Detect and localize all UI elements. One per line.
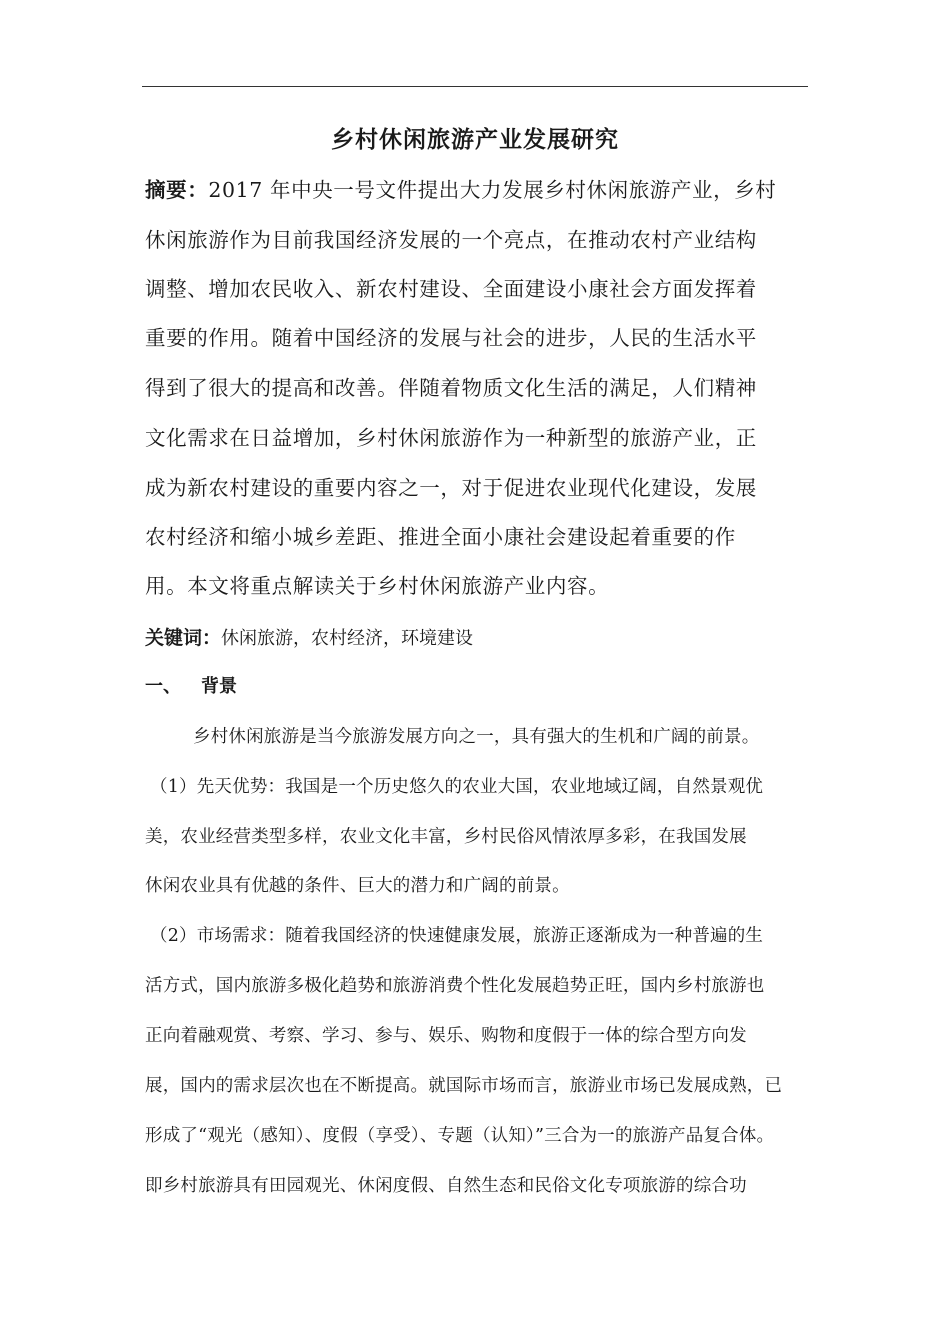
body-paragraph-line: （2）市场需求：随着我国经济的快速健康发展，旅游正逐渐成为一种普遍的生 <box>150 926 764 946</box>
body-paragraph-line: 形成了“观光（感知）、度假（享受）、专题（认知）”三合为一的旅游产品复合体。 <box>145 1126 775 1146</box>
body-paragraph-line: 休闲农业具有优越的条件、巨大的潜力和广阔的前景。 <box>145 876 570 896</box>
keywords-label: 关键词： <box>145 627 222 649</box>
body-paragraph-line: 即乡村旅游具有田园观光、休闲度假、自然生态和民俗文化专项旅游的综合功 <box>145 1176 747 1196</box>
keywords-line <box>145 621 815 656</box>
abstract-line: 调整、增加农民收入、新农村建设、全面建设小康社会方面发挥着 <box>145 277 757 301</box>
section-heading <box>145 671 815 703</box>
body-paragraph-line: 正向着融观赏、考察、学习、参与、娱乐、购物和度假于一体的综合型方向发 <box>145 1026 747 1046</box>
body-paragraph-line: 美，农业经营类型多样，农业文化丰富，乡村民俗风情浓厚多彩，在我国发展 <box>145 827 747 847</box>
abstract-line: 休闲旅游作为目前我国经济发展的一个亮点，在推动农村产业结构 <box>145 228 757 252</box>
keywords-text: 休闲旅游，农村经济，环境建设 <box>221 628 474 649</box>
abstract-text: 2017 年中央一号文件提出大力发展乡村休闲旅游产业，乡村 <box>208 178 777 202</box>
body-paragraph-line: 乡村休闲旅游是当今旅游发展方向之一，具有强大的生机和广阔的前景。 <box>193 727 760 747</box>
abstract-line: 成为新农村建设的重要内容之一，对于促进农业现代化建设，发展 <box>145 476 757 500</box>
document-title: 乡村休闲旅游产业发展研究 <box>331 127 619 153</box>
abstract-line: 文化需求在日益增加，乡村休闲旅游作为一种新型的旅游产业，正 <box>145 426 757 450</box>
section-title: 背景 <box>201 676 237 697</box>
abstract-line: 重要的作用。随着中国经济的发展与社会的进步，人民的生活水平 <box>145 326 757 350</box>
abstract-label: 摘要： <box>145 178 209 202</box>
abstract-line: 农村经济和缩小城乡差距、推进全面小康社会建设起着重要的作 <box>145 525 736 549</box>
body-paragraph-line: （1）先天优势：我国是一个历史悠久的农业大国，农业地域辽阔，自然景观优 <box>150 777 764 797</box>
abstract-line: 得到了很大的提高和改善。伴随着物质文化生活的满足，人们精神 <box>145 376 757 400</box>
abstract-line: 用。本文将重点解读关于乡村休闲旅游产业内容。 <box>145 574 610 598</box>
body-paragraph-line: 活方式，国内旅游多极化趋势和旅游消费个性化发展趋势正旺，国内乡村旅游也 <box>145 976 765 996</box>
header-rule <box>142 86 808 87</box>
section-number: 一、 <box>145 676 181 697</box>
abstract-line <box>145 172 815 208</box>
body-paragraph-line: 展，国内的需求层次也在不断提高。就国际市场而言，旅游业市场已发展成熟，已 <box>145 1076 783 1096</box>
